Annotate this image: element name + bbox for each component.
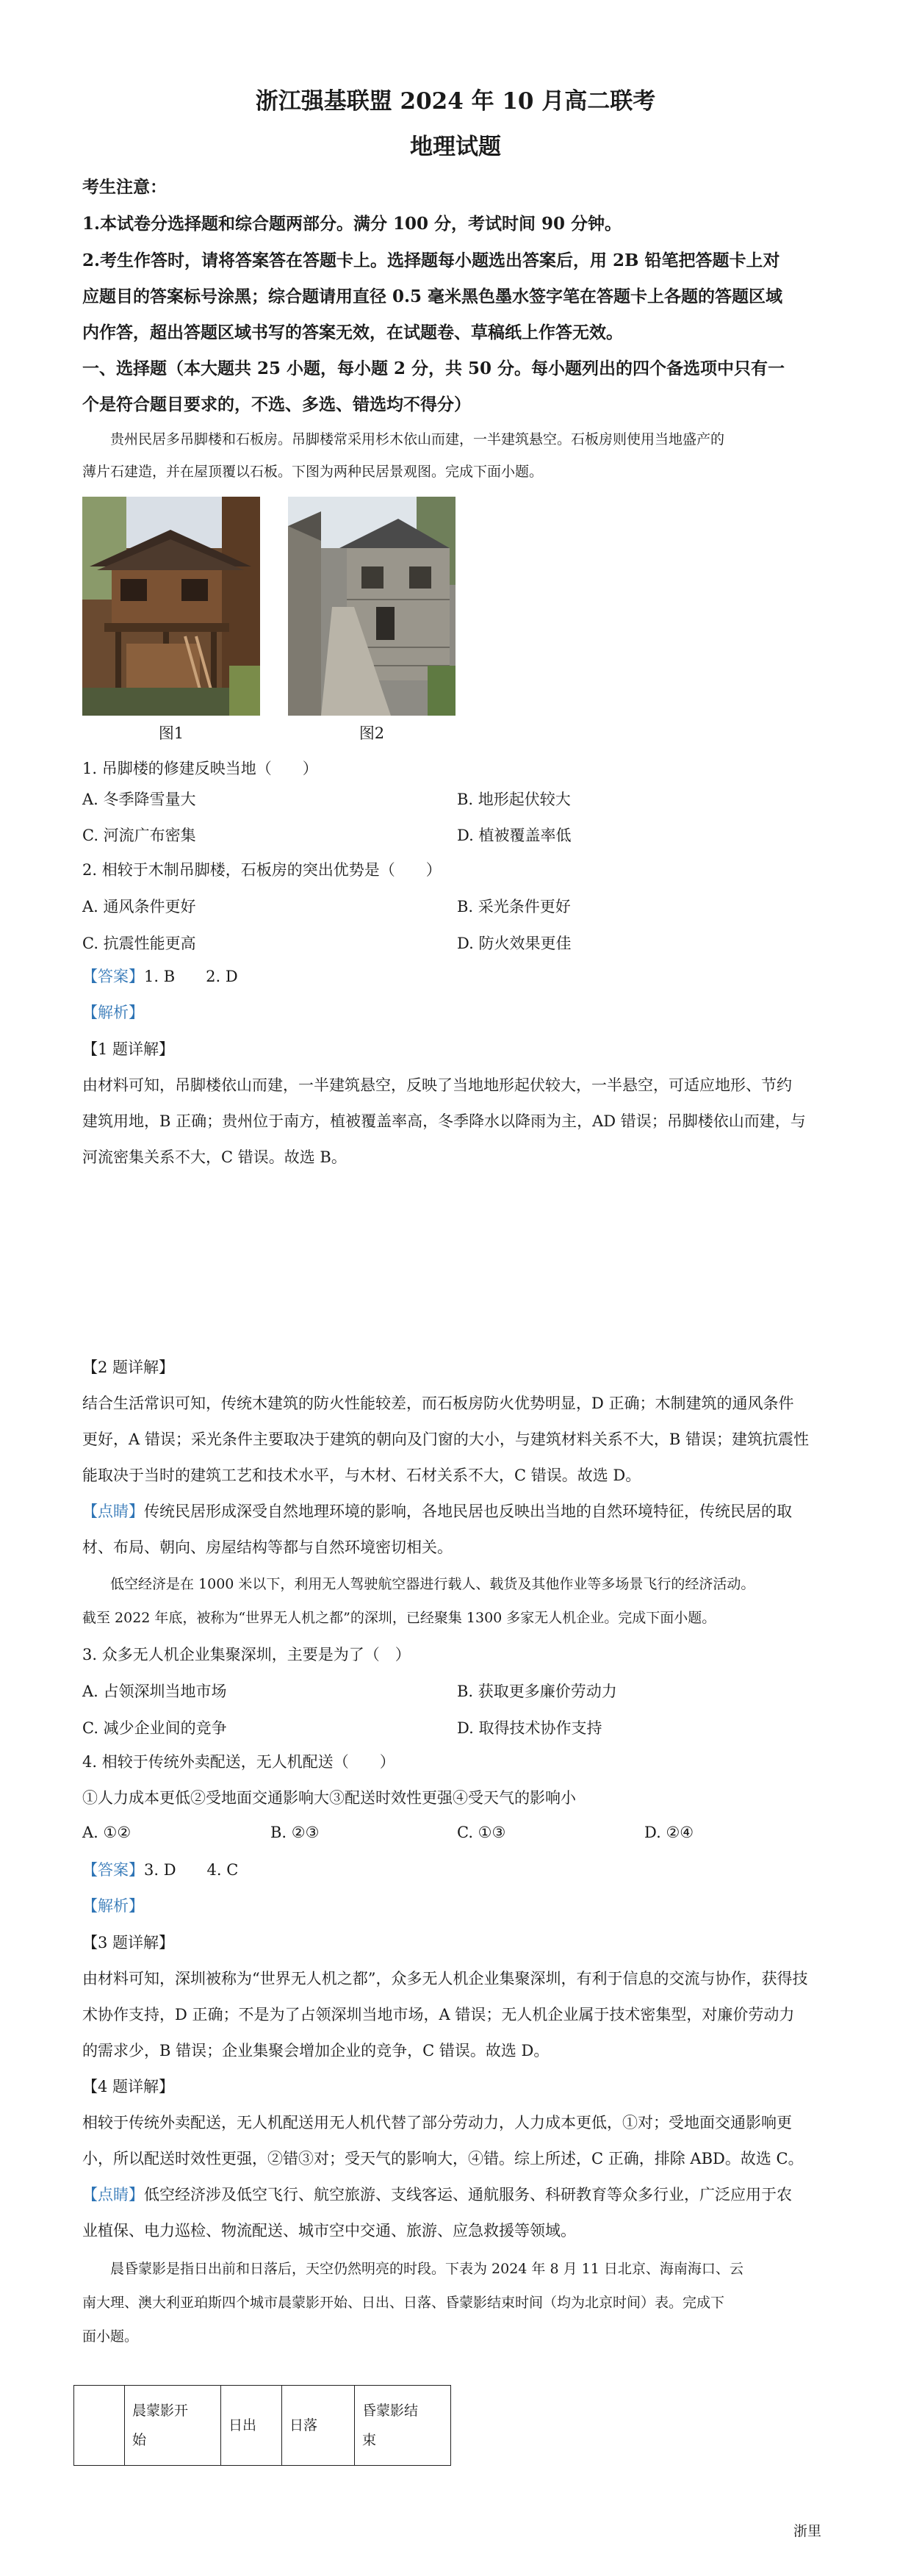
tip-1-line-1 [82, 1494, 832, 1530]
question-1-stem: 1. 吊脚楼的修建反映当地（ ） [82, 760, 318, 777]
material-1-line-2: 薄片石建造，并在屋顶覆以石板。下图为两种民居景观图。完成下面小题。 [82, 464, 544, 480]
detail-1-line-2: 建筑用地，B 正确；贵州位于南方，植被覆盖率高，冬季降水以降雨为主，AD 错误；吊脚楼依山而建，与 [82, 1112, 806, 1130]
question-3-option-a: A. 占领深圳当地市场 [82, 1683, 227, 1700]
question-3-option-c: C. 减少企业间的竞争 [82, 1719, 227, 1737]
figure-2-photo [288, 497, 455, 716]
material-3-line-2: 南大理、澳大利亚珀斯四个城市晨蒙影开始、日出、日落、昏蒙影结束时间（均为北京时间）表。完成下 [82, 2295, 725, 2311]
detail-2-line-1: 结合生活常识可知，传统木建筑的防火性能较差，而石板房防火优势明显，D 正确；木制建筑的通风条件 [82, 1395, 794, 1412]
question-4-option-a: A. ①② [82, 1824, 132, 1841]
question-1-option-b: B. 地形起伏较大 [457, 791, 571, 808]
question-2-option-a: A. 通风条件更好 [82, 898, 196, 915]
table-header-dawn-start [125, 2386, 221, 2466]
figure-1-photo [82, 497, 260, 716]
answer-block-1 [82, 959, 832, 995]
question-4-option-b: B. ②③ [270, 1824, 320, 1841]
table-header-text: 晨蒙影开 [132, 2403, 189, 2419]
tip-text: 低空经济涉及低空飞行、航空旅游、支线客运、通航服务、科研教育等众多行业，广泛应用于农 [144, 2186, 792, 2203]
notice-item-2-line-2: 应题目的答案标号涂黑；综合题请用直径 0.5 毫米黑色墨水签字笔在答题卡上各题的答题区域 [82, 287, 783, 306]
detail-3-line-3: 的需求少，B 错误；企业集聚会增加企业的竞争，C 错误。故选 D。 [82, 2042, 550, 2059]
tip-text: 传统民居形成深受自然地理环境的影响，各地民居也反映出当地的自然环境特征，传统民居的取 [144, 1503, 792, 1520]
table-cell [74, 2386, 125, 2466]
material-3-line-1: 晨昏蒙影是指日出前和日落后，天空仍然明亮的时段。下表为 2024 年 8 月 11 日北京、海南海口、云 [110, 2261, 743, 2277]
detail-3-line-1: 由材料可知，深圳被称为“世界无人机之都”，众多无人机企业集聚深圳，有利于信息的交流与协作，获得技 [82, 1970, 808, 1987]
table-header-text: 束 [362, 2432, 377, 2448]
answer-block-2 [82, 1852, 832, 1888]
material-3-line-3: 面小题。 [82, 2328, 139, 2345]
tip-2-line-1 [82, 2177, 832, 2213]
answer-label: 【答案】 [82, 1861, 144, 1879]
figure-1-caption: 图1 [158, 724, 184, 742]
section-heading-line-1: 一、选择题（本大题共 25 小题，每小题 2 分，共 50 分。每小题列出的四个备选项中只有一 [82, 359, 785, 378]
answer-text: 1. B 2. D [144, 968, 238, 985]
answer-label: 【答案】 [82, 968, 144, 985]
table-row [74, 2386, 451, 2466]
detail-2-heading: 【2 题详解】 [82, 1359, 175, 1376]
table-header-sunset: 日落 [282, 2386, 355, 2466]
detail-3-line-2: 术协作支持，D 正确；不是为了占领深圳当地市场，A 错误；无人机企业属于技术密集型，对廉价劳动力 [82, 2006, 795, 2023]
detail-4-heading: 【4 题详解】 [82, 2078, 175, 2095]
question-4-option-c: C. ①③ [457, 1824, 506, 1841]
exam-title: 浙江强基联盟 2024 年 10 月高二联考 [255, 88, 656, 115]
analysis-label-1: 【解析】 [82, 1004, 144, 1021]
notice-item-2-line-3: 内作答，超出答题区域书写的答案无效，在试题卷、草稿纸上作答无效。 [82, 323, 623, 342]
question-4-items: ①人力成本更低②受地面交通影响大③配送时效性更强④受天气的影响小 [82, 1789, 576, 1807]
detail-1-line-3: 河流密集关系不大，C 错误。故选 B。 [82, 1148, 347, 1166]
question-2-stem: 2. 相较于木制吊脚楼，石板房的突出优势是（ ） [82, 861, 442, 879]
question-4-option-d: D. ②④ [644, 1824, 694, 1841]
detail-1-heading: 【1 题详解】 [82, 1040, 175, 1058]
notice-heading: 考生注意： [82, 177, 167, 197]
question-4-stem: 4. 相较于传统外卖配送，无人机配送（ ） [82, 1753, 395, 1771]
question-1-option-a: A. 冬季降雪量大 [82, 791, 196, 808]
detail-4-line-1: 相较于传统外卖配送，无人机配送用无人机代替了部分劳动力，人力成本更低，①对；受地面交通影响更 [82, 2114, 792, 2131]
question-1-option-d: D. 植被覆盖率低 [457, 827, 572, 844]
material-1-line-1: 贵州民居多吊脚楼和石板房。吊脚楼常采用杉木依山而建，一半建筑悬空。石板房则使用当地盛产的 [110, 431, 725, 447]
tip-label: 【点睛】 [82, 1503, 144, 1520]
tip-2-line-2: 业植保、电力巡检、物流配送、城市空中交通、旅游、应急救援等领域。 [82, 2222, 576, 2239]
table-header-text: 始 [132, 2432, 147, 2448]
question-3-option-d: D. 取得技术协作支持 [457, 1719, 602, 1737]
question-2-option-c: C. 抗震性能更高 [82, 935, 196, 952]
exam-subtitle: 地理试题 [410, 134, 501, 160]
question-2-option-b: B. 采光条件更好 [457, 898, 571, 915]
detail-3-heading: 【3 题详解】 [82, 1934, 175, 1951]
question-3-option-b: B. 获取更多廉价劳动力 [457, 1683, 617, 1700]
twilight-table [73, 2385, 451, 2466]
table-header-text: 昏蒙影结 [362, 2403, 419, 2419]
section-heading-line-2: 个是符合题目要求的，不选、多选、错选均不得分） [82, 395, 471, 414]
question-3-stem: 3. 众多无人机企业集聚深圳，主要是为了（ ） [82, 1646, 411, 1663]
notice-item-2-line-1: 2.考生作答时，请将答案答在答题卡上。选择题每小题选出答案后，用 2B 铅笔把答题卡上对 [82, 251, 780, 270]
table-header-dusk-end [355, 2386, 451, 2466]
page-footer: 浙里 [793, 2523, 822, 2539]
tip-label: 【点睛】 [82, 2186, 144, 2203]
analysis-label-2: 【解析】 [82, 1897, 144, 1915]
tip-1-line-2: 材、布局、朝向、房屋结构等都与自然环境密切相关。 [82, 1539, 453, 1556]
table-header-sunrise: 日出 [221, 2386, 282, 2466]
detail-1-line-1: 由材料可知，吊脚楼依山而建，一半建筑悬空，反映了当地地形起伏较大，一半悬空，可适应地形、节约 [82, 1076, 792, 1094]
question-2-option-d: D. 防火效果更佳 [457, 935, 572, 952]
detail-2-line-2: 更好，A 错误；采光条件主要取决于建筑的朝向及门窗的大小，与建筑材料关系不大，B 错误；建筑抗震性 [82, 1431, 809, 1448]
figure-2-caption: 图2 [359, 724, 385, 742]
material-2-line-1: 低空经济是在 1000 米以下，利用无人驾驶航空器进行载人、载货及其他作业等多场景飞行的经济活动。 [110, 1576, 755, 1592]
question-1-option-c: C. 河流广布密集 [82, 827, 196, 844]
detail-2-line-3: 能取决于当时的建筑工艺和技术水平，与木材、石材关系不大，C 错误。故选 D。 [82, 1467, 641, 1484]
detail-4-line-2: 小，所以配送时效性更强，②错③对；受天气的影响大，④错。综上所述，C 正确，排除 ABD。故选 C。 [82, 2150, 804, 2167]
answer-text: 3. D 4. C [144, 1861, 239, 1879]
material-2-line-2: 截至 2022 年底，被称为“世界无人机之都”的深圳，已经聚集 1300 多家无人机企业。完成下面小题。 [82, 1610, 716, 1626]
notice-item-1: 1.本试卷分选择题和综合题两部分。满分 100 分，考试时间 90 分钟。 [82, 214, 622, 234]
